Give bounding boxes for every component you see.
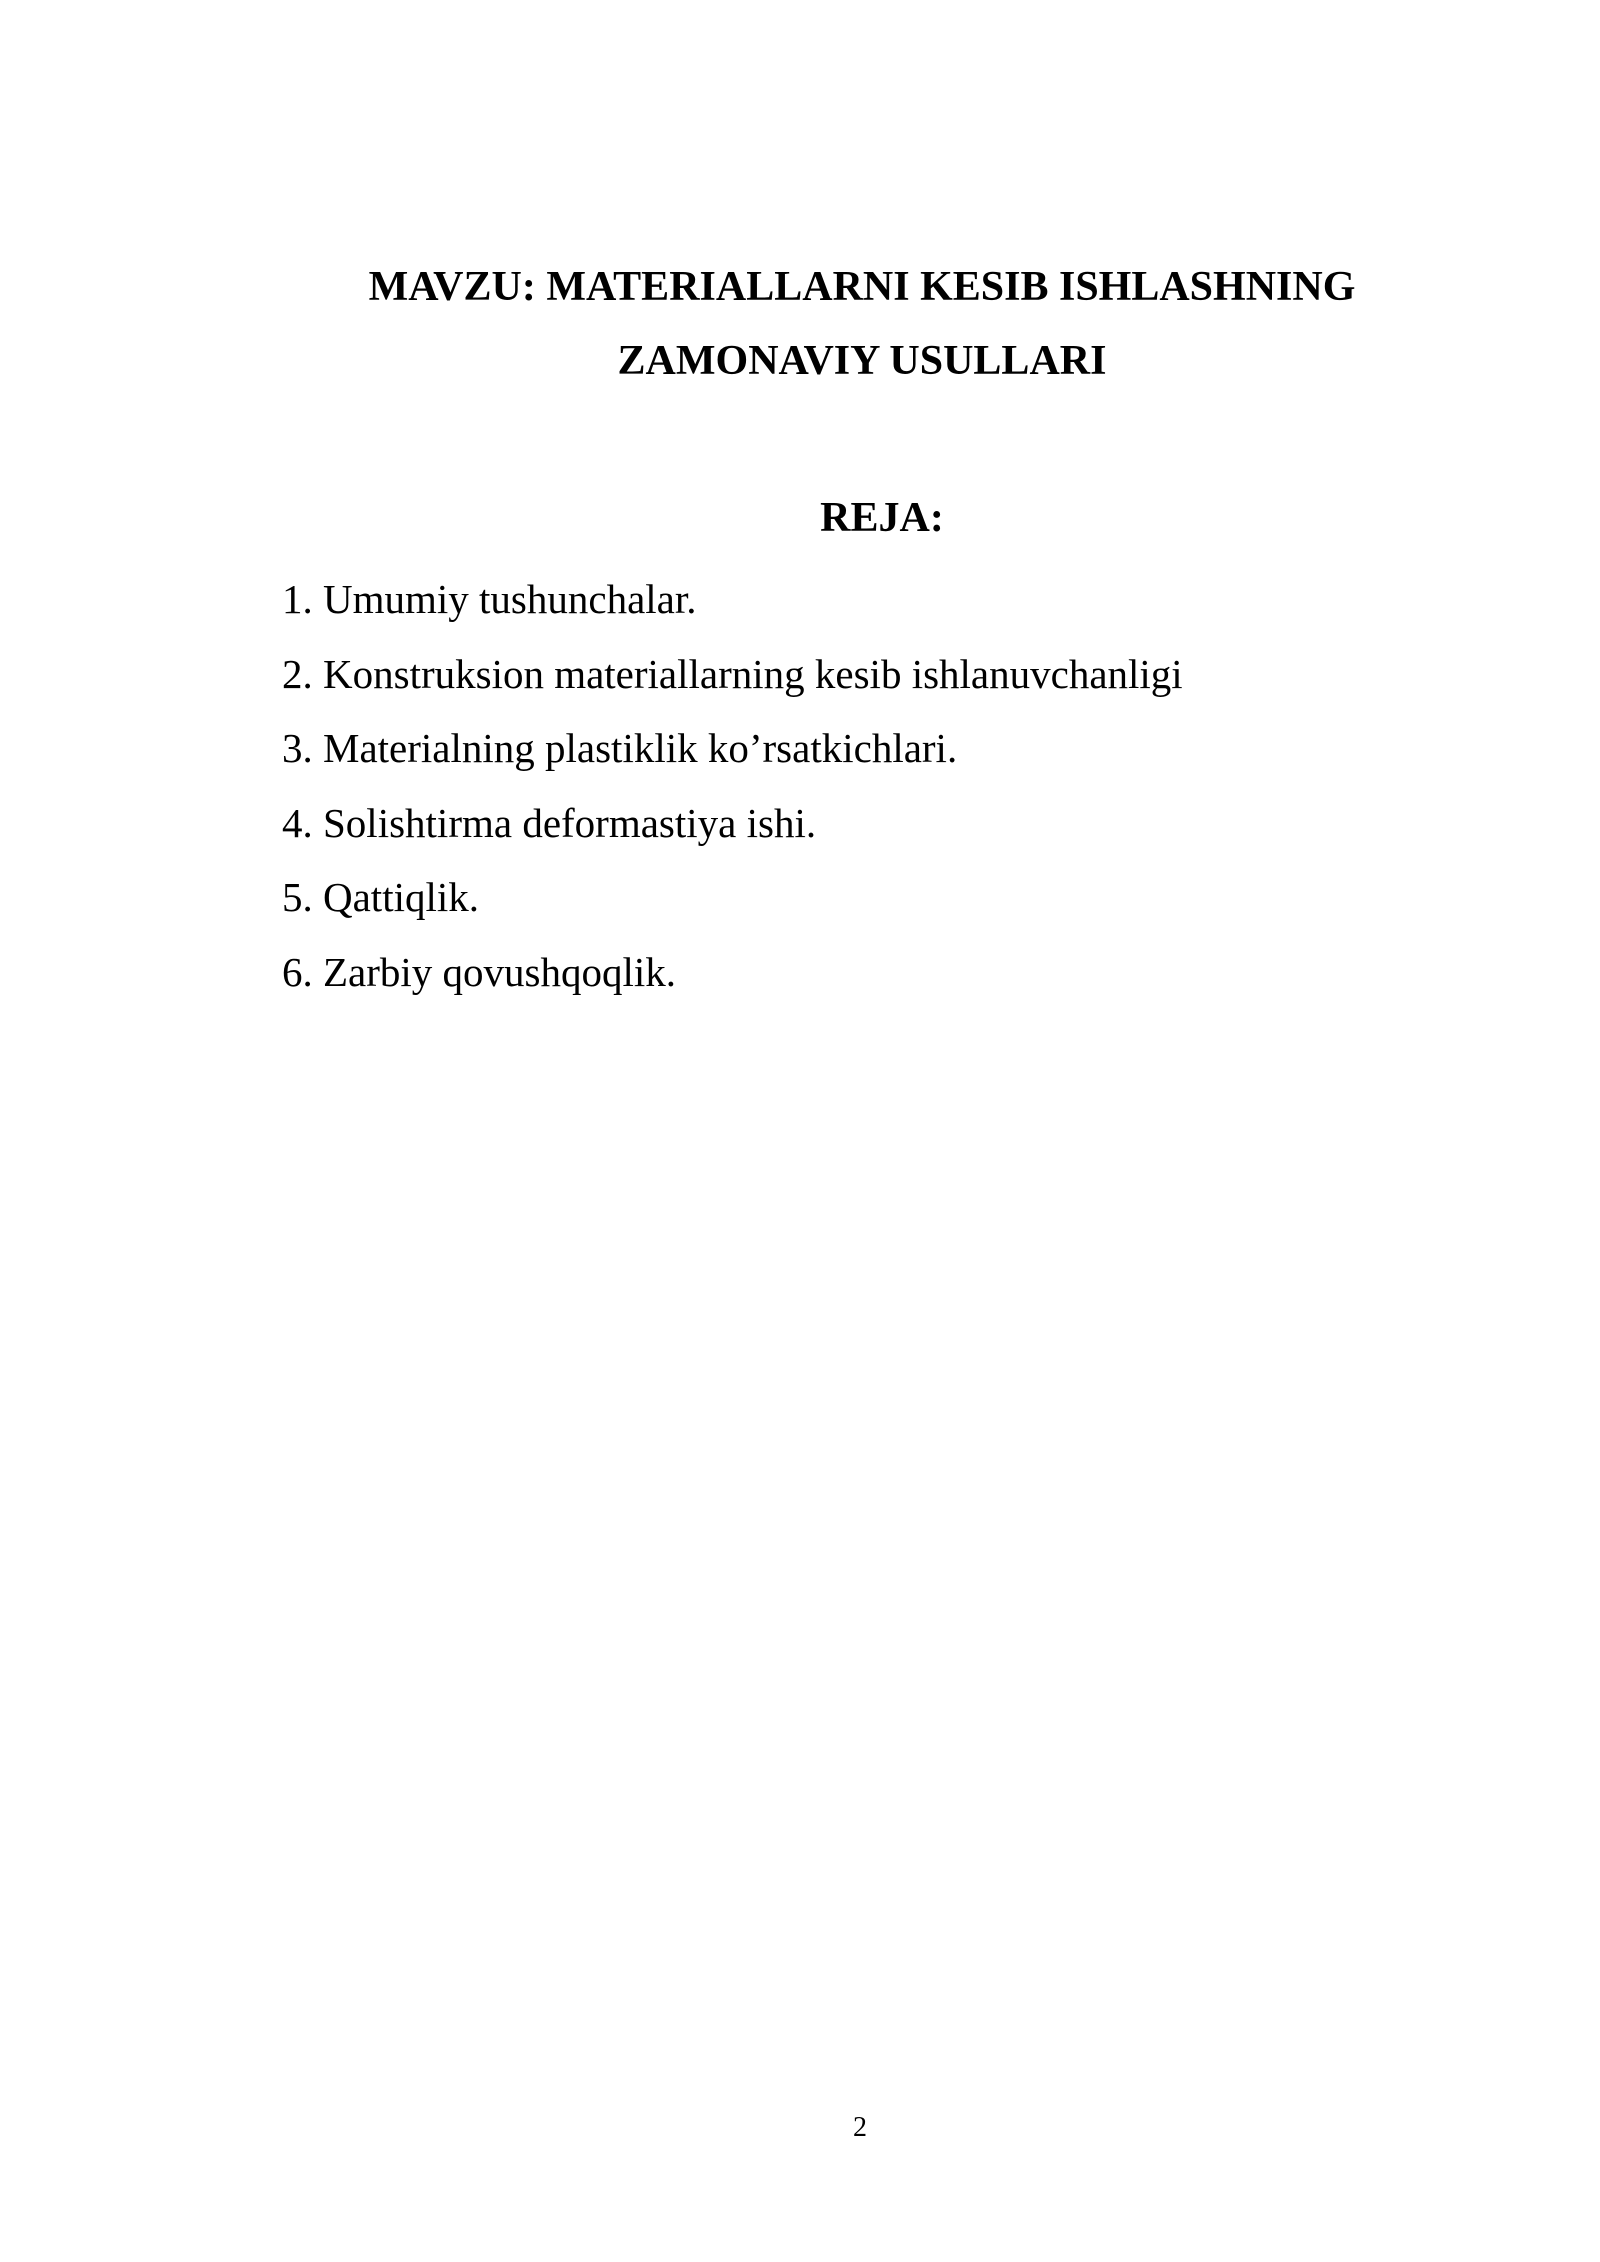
title-line-1: MAVZU: MATERIALLARNI KESIB ISHLASHNING (368, 264, 1356, 310)
plan-heading: REJA: (820, 495, 944, 541)
plan-item: 4. Solishtirma deformastiya ishi. (282, 799, 817, 846)
plan-item: 5. Qattiqlik. (282, 874, 480, 920)
plan-item: 6. Zarbiy qovushqoqlik. (282, 948, 677, 995)
title-line-2: ZAMONAVIY USULLARI (617, 338, 1107, 384)
document-title (282, 250, 1442, 398)
plan-item: 3. Materialning plastiklik ko’rsatkichlari. (282, 725, 958, 771)
plan-item: 1. Umumiy tushunchalar. (282, 576, 697, 622)
plan-list (282, 562, 1183, 1009)
page-number: 2 (853, 2112, 867, 2143)
plan-item: 2. Konstruksion materiallarning kesib ishlanuvchanligi (282, 650, 1183, 697)
